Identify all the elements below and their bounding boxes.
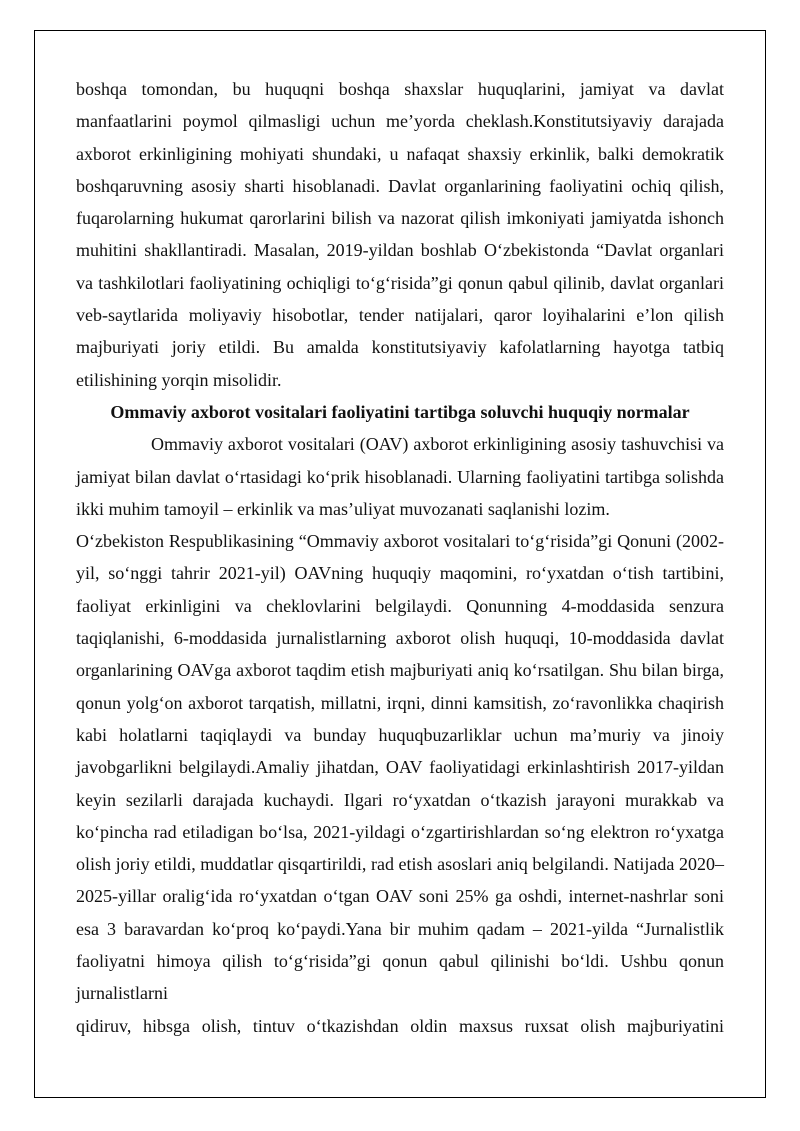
document-body (76, 73, 724, 1042)
paragraph-3: O‘zbekiston Respublikasining “Ommaviy axborot vositalari to‘g‘risida”gi Qonuni (2002-yil, so‘nggi tahrir 2021-yil) OAVning huquqiy maqomini, ro‘yxatdan o‘tish tartibini, faoliyat erkinligini va cheklovlarini belgilaydi. Qonunning 4-moddasida senzura taqiqlanishi, 6-moddasida jurnalistlarning axborot olish huquqi, 10-moddasida davlat organlarining OAVga axborot taqdim etish majburiyati aniq ko‘rsatilgan. Shu bilan birga, qonun yolg‘on axborot tarqatish, millatni, irqni, dinni kamsitish, zo‘ravonlikka chaqirish kabi holatlarni taqiqlaydi va bunday huquqbuzarliklar uchun ma’muriy va jinoiy javobgarlikni belgilaydi.Amaliy jihatdan, OAV faoliyatidagi erkinlashtirish 2017-yildan keyin sezilarli darajada kuchaydi. Ilgari ro‘yxatdan o‘tkazish jarayoni murakkab va ko‘pincha rad etiladigan bo‘lsa, 2021-yildagi o‘zgartirishlardan so‘ng elektron ro‘yxatga olish joriy etildi, muddatlar qisqartirildi, rad etish asoslari aniq belgilandi. Natijada 2020–2025-yillar oralig‘ida ro‘yxatdan o‘tgan OAV soni 25% ga oshdi, internet-nashrlar soni esa 3 baravardan ko‘proq ko‘paydi.Yana bir muhim qadam – 2021-yilda “Jurnalistlik faoliyatni himoya qilish to‘g‘risida”gi qonun qabul qilinishi bo‘ldi. Ushbu qonun jurnalistlarni (76, 531, 724, 1004)
paragraph-2: Ommaviy axborot vositalari (OAV) axborot erkinligining asosiy tashuvchisi va jamiyat bilan davlat o‘rtasidagi ko‘prik hisoblanadi. Ularning faoliyatini tartibga solishda ikki muhim tamoyil – erkinlik va mas’uliyat muvozanati saqlanishi lozim. (76, 434, 724, 519)
section-heading: Ommaviy axborot vositalari faoliyatini tartibga soluvchi huquqiy normalar (110, 401, 690, 422)
paragraph-1: boshqa tomondan, bu huquqni boshqa shaxslar huquqlarini, jamiyat va davlat manfaatlarini poymol qilmasligi uchun me’yorda cheklash.Konstitutsiyaviy darajada axborot erkinligining mohiyati shundaki, u nafaqat shaxsiy erkinlik, balki demokratik boshqaruvning asosiy sharti hisoblanadi. Davlat organlarining faoliyatini ochiq qilish, fuqarolarning hukumat qarorlarini bilish va nazorat qilish imkoniyati jamiyatda ishonch muhitini shakllantiradi. Masalan, 2019-yildan boshlab O‘zbekistonda “Davlat organlari va tashkilotlari faoliyatining ochiqligi to‘g‘risida”gi qonun qabul qilinib, davlat organlari veb-saytlarida moliyaviy hisobotlar, tender natijalari, qaror loyihalarini e’lon qilish majburiyati joriy etildi. Bu amalda konstitutsiyaviy kafolatlarning hayotga tatbiq etilishining yorqin misolidir. (76, 79, 724, 390)
paragraph-3-continuation: qidiruv, hibsga olish, tintuv o‘tkazishdan oldin maxsus ruxsat olish majburiyatini (76, 1015, 724, 1036)
